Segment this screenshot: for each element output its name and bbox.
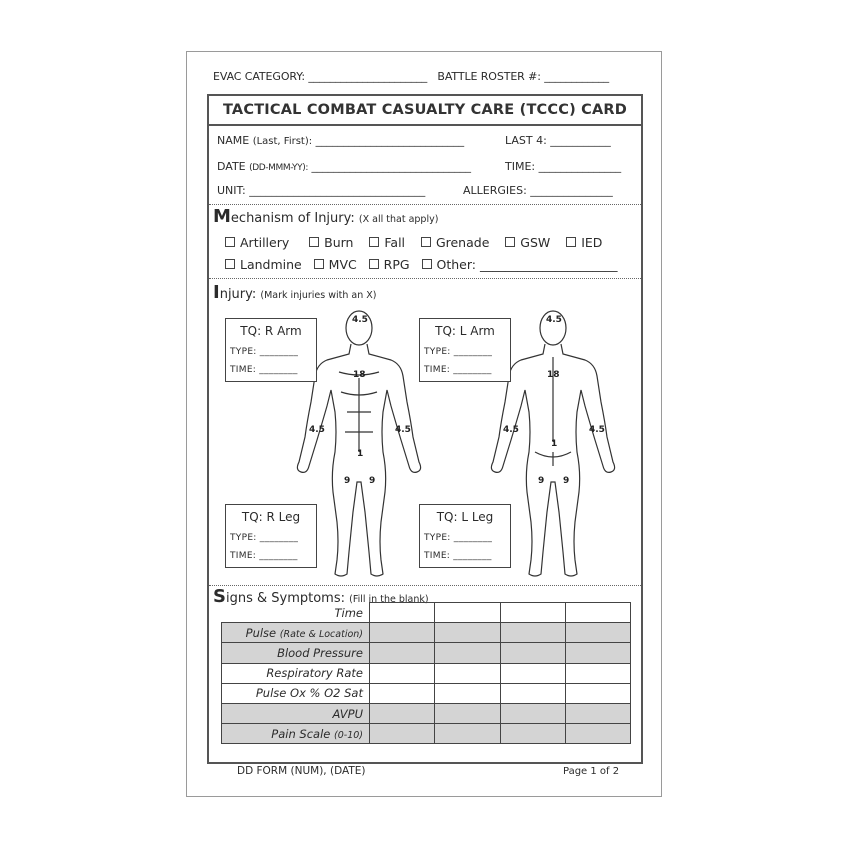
injury-heading: Injury: (Mark injuries with an X): [213, 282, 377, 303]
card-frame: [207, 94, 643, 764]
page-number: Page 1 of 2: [563, 766, 620, 777]
svg-text:18: 18: [353, 370, 366, 380]
mechanism-heading: Mechanism of Injury: (X all that apply): [213, 206, 439, 227]
front-percentages: [309, 315, 411, 486]
svg-text:4.5: 4.5: [309, 425, 325, 435]
checkbox-ied[interactable]: IED: [566, 235, 602, 250]
header-line: [213, 70, 609, 83]
row-label-pain-scale: Pain Scale (0-10): [222, 724, 370, 744]
card-title: TACTICAL COMBAT CASUALTY CARE (TCCC) CARD: [209, 96, 641, 126]
unit-field[interactable]: UNIT: ________________________________: [217, 184, 426, 197]
svg-text:4.5: 4.5: [589, 425, 605, 435]
svg-text:4.5: 4.5: [546, 315, 562, 325]
checkbox-fall[interactable]: Fall: [369, 235, 405, 250]
checkbox-landmine[interactable]: Landmine: [225, 257, 302, 272]
svg-text:9: 9: [344, 476, 351, 486]
table-row: [222, 603, 631, 623]
row-label-avpu: AVPU: [222, 703, 370, 723]
checkbox-mvc[interactable]: MVC: [314, 257, 357, 272]
svg-text:9: 9: [369, 476, 376, 486]
checkbox-gsw[interactable]: GSW: [505, 235, 550, 250]
table-row: [222, 683, 631, 703]
back-percentages: [503, 315, 605, 486]
table-row: [222, 724, 631, 744]
date-field[interactable]: DATE (DD-MMM-YY): _____________________________: [217, 160, 471, 173]
checkbox-artillery[interactable]: Artillery: [225, 235, 289, 250]
svg-text:9: 9: [563, 476, 570, 486]
svg-text:9: 9: [538, 476, 545, 486]
tq-r-arm-box[interactable]: TQ: R Arm TYPE: ________ TIME: ________: [225, 318, 317, 382]
form-number: DD FORM (NUM), (DATE): [237, 765, 366, 777]
tq-l-leg-box[interactable]: TQ: L Leg TYPE: ________ TIME: ________: [419, 504, 511, 568]
row-label-pulse: Pulse (Rate & Location): [222, 623, 370, 643]
row-label-time: Time: [222, 603, 370, 623]
svg-text:18: 18: [547, 370, 560, 380]
time-field[interactable]: TIME: _______________: [505, 160, 622, 173]
divider: [209, 204, 641, 205]
row-label-respiratory-rate: Respiratory Rate: [222, 663, 370, 683]
svg-text:1: 1: [551, 439, 558, 449]
checkbox-other[interactable]: Other: ______________________: [422, 257, 618, 272]
last4-field[interactable]: LAST 4: ___________: [505, 134, 611, 147]
table-row: [222, 703, 631, 723]
row-label-blood-pressure: Blood Pressure: [222, 643, 370, 663]
checkbox-rpg[interactable]: RPG: [369, 257, 410, 272]
signs-heading: Signs & Symptoms: (Fill in the blank): [213, 586, 429, 607]
svg-text:4.5: 4.5: [395, 425, 411, 435]
checkbox-burn[interactable]: Burn: [309, 235, 353, 250]
tccc-card: [186, 51, 662, 797]
checkbox-grenade[interactable]: Grenade: [421, 235, 489, 250]
signs-table: [221, 602, 631, 744]
mechanism-row-1: [225, 235, 602, 250]
mechanism-row-2: [225, 257, 617, 272]
divider: [209, 278, 641, 279]
svg-text:4.5: 4.5: [503, 425, 519, 435]
evac-category-field[interactable]: EVAC CATEGORY: ______________________: [213, 70, 428, 83]
svg-text:1: 1: [357, 449, 364, 459]
svg-text:4.5: 4.5: [352, 315, 368, 325]
tq-l-arm-box[interactable]: TQ: L Arm TYPE: ________ TIME: ________: [419, 318, 511, 382]
tq-r-leg-box[interactable]: TQ: R Leg TYPE: ________ TIME: ________: [225, 504, 317, 568]
table-row: [222, 643, 631, 663]
allergies-field[interactable]: ALLERGIES: _______________: [463, 184, 613, 197]
table-row: [222, 623, 631, 643]
row-label-pulse-ox: Pulse Ox % O2 Sat: [222, 683, 370, 703]
name-field[interactable]: NAME (Last, First): ___________________________: [217, 134, 465, 147]
battle-roster-field[interactable]: BATTLE ROSTER #: ____________: [437, 70, 610, 83]
table-row: [222, 663, 631, 683]
